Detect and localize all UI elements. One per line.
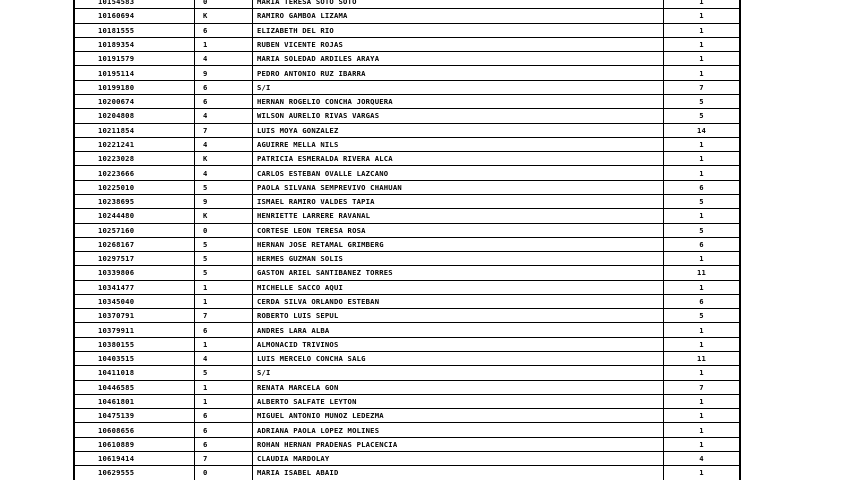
name-cell: LUIS MERCELO CONCHA SALG: [253, 352, 664, 366]
records-sheet: [73, 0, 741, 480]
name-cell: ELIZABETH DEL RIO: [253, 23, 664, 37]
check-digit-cell: 7: [195, 123, 253, 137]
table-row: [74, 294, 740, 308]
rut-cell: 10160694: [74, 9, 195, 23]
name-cell: S/I: [253, 80, 664, 94]
name-cell: MARIA TERESA SOTO SOTO: [253, 0, 664, 9]
table-row: [74, 180, 740, 194]
table-row: [74, 152, 740, 166]
name-cell: GASTON ARIEL SANTIBANEZ TORRES: [253, 266, 664, 280]
name-cell: ALMONACID TRIVINOS: [253, 337, 664, 351]
table-row: [74, 52, 740, 66]
check-digit-cell: 1: [195, 280, 253, 294]
rut-cell: 10339806: [74, 266, 195, 280]
rut-cell: 10195114: [74, 66, 195, 80]
rut-cell: 10379911: [74, 323, 195, 337]
name-cell: HENRIETTE LARRERE RAVANAL: [253, 209, 664, 223]
check-digit-cell: 5: [195, 252, 253, 266]
name-cell: RAMIRO GAMBOA LIZAMA: [253, 9, 664, 23]
count-cell: 6: [664, 180, 741, 194]
name-cell: ROHAN HERNAN PRADENAS PLACENCIA: [253, 437, 664, 451]
name-cell: ALBERTO SALFATE LEYTON: [253, 394, 664, 408]
count-cell: 1: [664, 323, 741, 337]
check-digit-cell: 4: [195, 137, 253, 151]
name-cell: CERDA SILVA ORLANDO ESTEBAN: [253, 294, 664, 308]
table-row: [74, 137, 740, 151]
count-cell: 1: [664, 137, 741, 151]
rut-cell: 10223028: [74, 152, 195, 166]
rut-cell: 10341477: [74, 280, 195, 294]
count-cell: 1: [664, 0, 741, 9]
rut-cell: 10211854: [74, 123, 195, 137]
count-cell: 1: [664, 66, 741, 80]
check-digit-cell: 6: [195, 23, 253, 37]
table-row: [74, 366, 740, 380]
rut-cell: 10181555: [74, 23, 195, 37]
rut-cell: 10446585: [74, 380, 195, 394]
table-row: [74, 394, 740, 408]
rut-cell: 10189354: [74, 37, 195, 51]
rut-cell: 10257160: [74, 223, 195, 237]
count-cell: 1: [664, 366, 741, 380]
table-row: [74, 194, 740, 208]
rut-cell: 10244480: [74, 209, 195, 223]
count-cell: 5: [664, 94, 741, 108]
name-cell: CARLOS ESTEBAN OVALLE LAZCANO: [253, 166, 664, 180]
table-row: [74, 380, 740, 394]
rut-cell: 10154583: [74, 0, 195, 9]
check-digit-cell: 1: [195, 337, 253, 351]
name-cell: HERMES GUZMAN SOLIS: [253, 252, 664, 266]
table-row: [74, 280, 740, 294]
check-digit-cell: 6: [195, 323, 253, 337]
name-cell: RENATA MARCELA GON: [253, 380, 664, 394]
count-cell: 1: [664, 280, 741, 294]
count-cell: 1: [664, 252, 741, 266]
rut-cell: 10268167: [74, 237, 195, 251]
check-digit-cell: 7: [195, 452, 253, 466]
rut-cell: 10608656: [74, 423, 195, 437]
rut-cell: 10411018: [74, 366, 195, 380]
check-digit-cell: K: [195, 152, 253, 166]
check-digit-cell: 6: [195, 409, 253, 423]
count-cell: 7: [664, 80, 741, 94]
table-row: [74, 452, 740, 466]
count-cell: 5: [664, 223, 741, 237]
count-cell: 1: [664, 466, 741, 480]
check-digit-cell: 4: [195, 52, 253, 66]
check-digit-cell: 0: [195, 0, 253, 9]
count-cell: 1: [664, 337, 741, 351]
rut-cell: 10370791: [74, 309, 195, 323]
name-cell: ANDRES LARA ALBA: [253, 323, 664, 337]
count-cell: 6: [664, 294, 741, 308]
check-digit-cell: 1: [195, 294, 253, 308]
count-cell: 6: [664, 237, 741, 251]
table-row: [74, 37, 740, 51]
table-row: [74, 94, 740, 108]
rut-cell: 10221241: [74, 137, 195, 151]
records-table: [73, 0, 741, 480]
table-row: [74, 252, 740, 266]
name-cell: ADRIANA PAOLA LOPEZ MOLINES: [253, 423, 664, 437]
rut-cell: 10475139: [74, 409, 195, 423]
name-cell: PAOLA SILVANA SEMPREVIVO CHAHUAN: [253, 180, 664, 194]
check-digit-cell: 9: [195, 66, 253, 80]
table-row: [74, 23, 740, 37]
table-row: [74, 309, 740, 323]
check-digit-cell: 6: [195, 437, 253, 451]
name-cell: RUBEN VICENTE ROJAS: [253, 37, 664, 51]
check-digit-cell: 1: [195, 380, 253, 394]
count-cell: 1: [664, 37, 741, 51]
count-cell: 5: [664, 194, 741, 208]
rut-cell: 10204808: [74, 109, 195, 123]
name-cell: HERNAN ROGELIO CONCHA JORQUERA: [253, 94, 664, 108]
name-cell: S/I: [253, 366, 664, 380]
count-cell: 1: [664, 394, 741, 408]
check-digit-cell: 5: [195, 366, 253, 380]
count-cell: 5: [664, 309, 741, 323]
count-cell: 1: [664, 52, 741, 66]
check-digit-cell: 5: [195, 237, 253, 251]
table-row: [74, 409, 740, 423]
check-digit-cell: 5: [195, 180, 253, 194]
name-cell: MICHELLE SACCO AQUI: [253, 280, 664, 294]
count-cell: 7: [664, 380, 741, 394]
name-cell: LUIS MOYA GONZALEZ: [253, 123, 664, 137]
rut-cell: 10223666: [74, 166, 195, 180]
table-row: [74, 423, 740, 437]
table-row: [74, 323, 740, 337]
check-digit-cell: 6: [195, 423, 253, 437]
name-cell: HERNAN JOSE RETAMAL GRIMBERG: [253, 237, 664, 251]
records-table-body: [74, 0, 740, 480]
count-cell: 1: [664, 166, 741, 180]
rut-cell: 10403515: [74, 352, 195, 366]
check-digit-cell: 5: [195, 266, 253, 280]
table-row: [74, 80, 740, 94]
name-cell: CLAUDIA MARDOLAY: [253, 452, 664, 466]
count-cell: 14: [664, 123, 741, 137]
rut-cell: 10380155: [74, 337, 195, 351]
count-cell: 1: [664, 209, 741, 223]
count-cell: 1: [664, 409, 741, 423]
table-row: [74, 9, 740, 23]
check-digit-cell: 7: [195, 309, 253, 323]
table-row: [74, 123, 740, 137]
name-cell: ROBERTO LUIS SEPUL: [253, 309, 664, 323]
name-cell: MARIA SOLEDAD ARDILES ARAYA: [253, 52, 664, 66]
count-cell: 1: [664, 152, 741, 166]
table-row: [74, 223, 740, 237]
table-row: [74, 166, 740, 180]
check-digit-cell: K: [195, 209, 253, 223]
name-cell: AGUIRRE MELLA NILS: [253, 137, 664, 151]
name-cell: WILSON AURELIO RIVAS VARGAS: [253, 109, 664, 123]
check-digit-cell: 1: [195, 394, 253, 408]
name-cell: PATRICIA ESMERALDA RIVERA ALCA: [253, 152, 664, 166]
count-cell: 5: [664, 109, 741, 123]
check-digit-cell: 0: [195, 466, 253, 480]
table-row: [74, 0, 740, 9]
rut-cell: 10629555: [74, 466, 195, 480]
count-cell: 1: [664, 23, 741, 37]
count-cell: 1: [664, 9, 741, 23]
name-cell: CORTESE LEON TERESA ROSA: [253, 223, 664, 237]
rut-cell: 10200674: [74, 94, 195, 108]
table-row: [74, 209, 740, 223]
check-digit-cell: 4: [195, 352, 253, 366]
name-cell: MIGUEL ANTONIO MUNOZ LEDEZMA: [253, 409, 664, 423]
table-row: [74, 352, 740, 366]
rut-cell: 10461801: [74, 394, 195, 408]
check-digit-cell: 4: [195, 166, 253, 180]
count-cell: 1: [664, 437, 741, 451]
check-digit-cell: K: [195, 9, 253, 23]
count-cell: 11: [664, 352, 741, 366]
rut-cell: 10191579: [74, 52, 195, 66]
table-row: [74, 109, 740, 123]
count-cell: 1: [664, 423, 741, 437]
name-cell: PEDRO ANTONIO RUZ IBARRA: [253, 66, 664, 80]
rut-cell: 10238695: [74, 194, 195, 208]
name-cell: MARIA ISABEL ABAID: [253, 466, 664, 480]
table-row: [74, 266, 740, 280]
table-row: [74, 466, 740, 480]
rut-cell: 10225010: [74, 180, 195, 194]
check-digit-cell: 0: [195, 223, 253, 237]
rut-cell: 10619414: [74, 452, 195, 466]
table-row: [74, 437, 740, 451]
rut-cell: 10610889: [74, 437, 195, 451]
check-digit-cell: 4: [195, 109, 253, 123]
rut-cell: 10199180: [74, 80, 195, 94]
count-cell: 11: [664, 266, 741, 280]
check-digit-cell: 6: [195, 94, 253, 108]
table-row: [74, 337, 740, 351]
count-cell: 4: [664, 452, 741, 466]
check-digit-cell: 6: [195, 80, 253, 94]
rut-cell: 10345040: [74, 294, 195, 308]
name-cell: ISMAEL RAMIRO VALDES TAPIA: [253, 194, 664, 208]
check-digit-cell: 9: [195, 194, 253, 208]
table-row: [74, 66, 740, 80]
table-row: [74, 237, 740, 251]
rut-cell: 10297517: [74, 252, 195, 266]
check-digit-cell: 1: [195, 37, 253, 51]
